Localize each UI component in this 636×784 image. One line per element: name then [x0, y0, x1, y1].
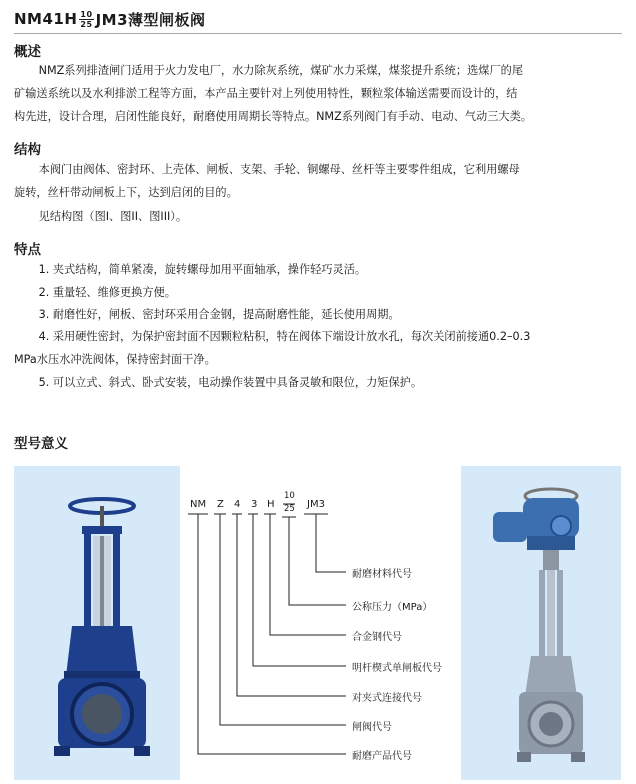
structure-line-3: 见结构图（图I、图II、图III）。 — [38, 210, 188, 223]
code-z: Z — [217, 499, 224, 510]
title-suffix: JM3薄型闸板阀 — [95, 10, 206, 29]
title-prefix: NM41H — [14, 10, 78, 28]
heading-features: 特点 — [14, 242, 41, 258]
title-frac-den: 25 — [80, 19, 93, 29]
overview-line-3: 构先进，设计合理，启闭性能良好，耐磨使用周期长等特点。NMZ系列阀门有手动、电动、气动三大类。 — [14, 110, 532, 123]
feature-line-3: 3. 耐磨性好，闸板、密封环采用合金钢，提高耐磨性能，延长使用周期。 — [38, 308, 400, 321]
code-pressure-num: 10 — [284, 491, 295, 501]
label-wafer-connection: 对夹式连接代号 — [352, 693, 422, 704]
label-wear-product: 耐磨产品代号 — [352, 751, 412, 762]
electric-valve-photo — [461, 466, 621, 780]
heading-overview: 概述 — [14, 44, 41, 60]
code-h: H — [267, 499, 275, 510]
page-title — [14, 6, 206, 32]
manual-valve-photo — [14, 466, 180, 780]
manual-valve-image — [14, 466, 180, 780]
overview-line-2: 矿输送系统以及水利排淤工程等方面，本产品主要针对上列使用特性，颗粒浆体输送需要而设计的，结 — [14, 87, 518, 100]
title-divider — [14, 33, 622, 34]
heading-model-meaning: 型号意义 — [14, 436, 68, 452]
overview-line-1: NMZ系列排渣闸门适用于火力发电厂，水力除灰系统，煤矿水力采煤，煤浆提升系统；选煤厂的尾 — [38, 64, 524, 77]
title-fraction — [79, 10, 93, 29]
label-rising-stem-wedge: 明杆楔式单闸板代号 — [352, 663, 442, 674]
label-alloy-steel: 合金钢代号 — [352, 632, 402, 643]
structure-line-1: 本阀门由阀体、密封环、上壳体、闸板、支架、手轮、铜螺母、丝杆等主要零件组成，它利用螺母 — [38, 163, 520, 176]
feature-line-2: 2. 重量轻、维修更换方便。 — [38, 286, 176, 299]
title-frac-num: 10 — [80, 9, 93, 19]
feature-line-4: 4. 采用硬性密封，为保护密封面不因颗粒粘积，特在阀体下端设计放水孔，每次关闭前接通0.2–0.3 — [38, 330, 531, 343]
code-nm: NM — [190, 499, 207, 510]
heading-structure: 结构 — [14, 142, 41, 158]
label-gate-valve: 闸阀代号 — [352, 722, 392, 733]
code-pressure-den: 25 — [284, 504, 295, 514]
feature-line-5: MPa水压水冲洗阀体，保持密封面干净。 — [14, 353, 216, 366]
code-3: 3 — [251, 499, 258, 510]
feature-line-6: 5. 可以立式、斜式、卧式安装，电动操作装置中具备灵敏和限位，力矩保护。 — [38, 376, 423, 389]
label-nominal-pressure: 公称压力（MPa） — [352, 602, 433, 613]
structure-line-2: 旋转，丝杆带动闸板上下，达到启闭的目的。 — [14, 186, 238, 199]
code-leader-lines — [186, 488, 456, 758]
code-jm3: JM3 — [307, 499, 325, 510]
model-code-diagram — [186, 488, 456, 762]
electric-valve-image — [461, 466, 621, 780]
code-4: 4 — [234, 499, 241, 510]
feature-line-1: 1. 夹式结构，简单紧凑，旋转螺母加用平面轴承，操作轻巧灵活。 — [38, 263, 367, 276]
label-wear-material: 耐磨材料代号 — [352, 569, 412, 580]
